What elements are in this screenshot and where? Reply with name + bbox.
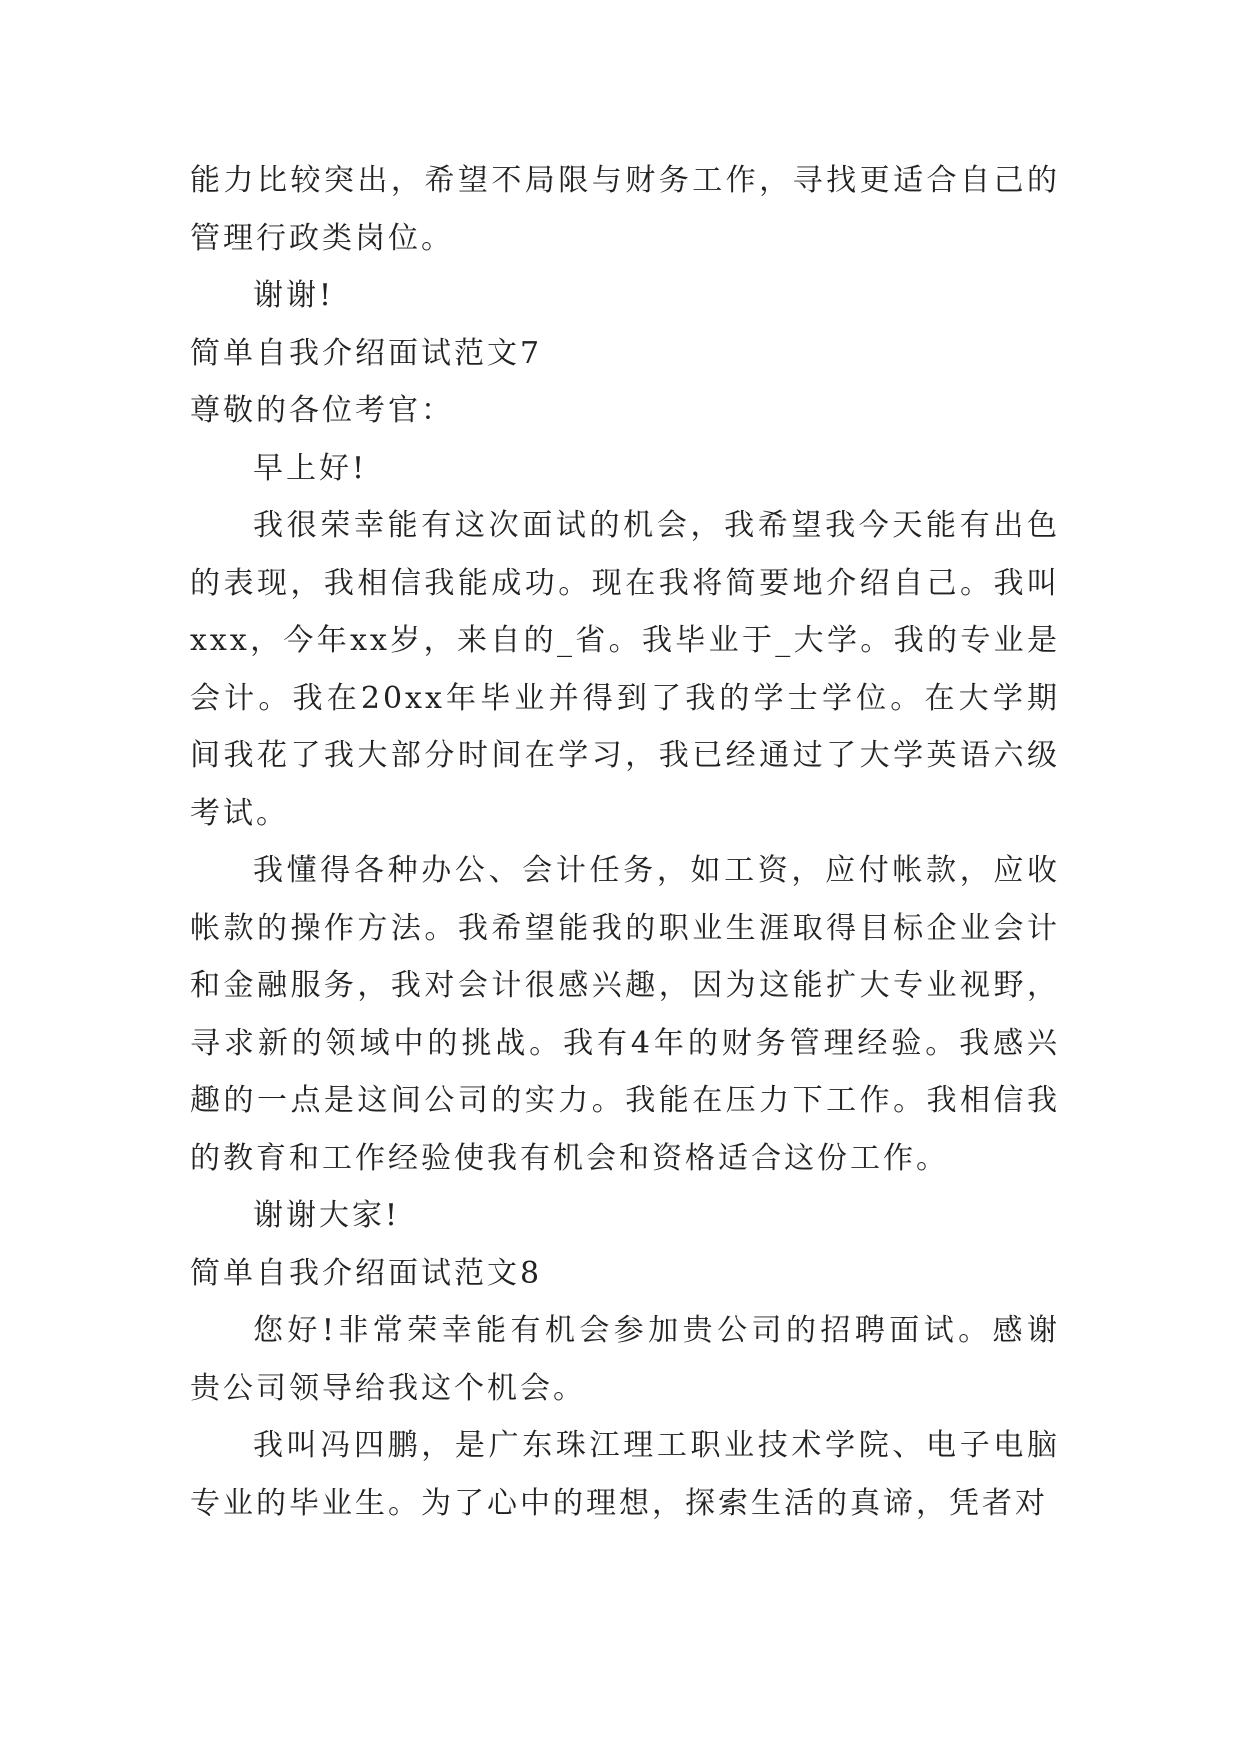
paragraph-skills: 我懂得各种办公、会计任务，如工资，应付帐款，应收帐款的操作方法。我希望能我的职业生涯取得目标企业会计和金融服务，我对会计很感兴趣，因为这能扩大专业视野，寻求新的领域中的挑战。我有4年的财务管理经验。我感兴趣的一点是这间公司的实力。我能在压力下工作。我相信我的教育和工作经验使我有机会和资格适合这份工作。 [190,853,1060,1176]
paragraph-greeting: 早上好! [253,450,368,486]
section-heading-7: 简单自我介绍面试范文7 [190,335,543,371]
paragraph-opening: 您好!非常荣幸能有机会参加贵公司的招聘面试。感谢贵公司领导给我这个机会。 [190,1313,1060,1406]
paragraph-thanks-all: 谢谢大家! [253,1198,401,1233]
paragraph-career-goal: 能力比较突出，希望不局限与财务工作，寻找更适合自己的管理行政类岗位。 [190,163,1060,256]
paragraph-salutation: 尊敬的各位考官： [190,393,454,428]
document-body [190,152,1060,1532]
paragraph-introduction: 我很荣幸能有这次面试的机会，我希望我今天能有出色的表现，我相信我能成功。现在我将简要地介绍自己。我叫xxx，今年xx岁，来自的_省。我毕业于_大学。我的专业是会计。我在20xx年毕业并得到了我的学士学位。在大学期间我花了我大部分时间在学习，我已经通过了大学英语六级考试。 [190,508,1060,831]
paragraph-thanks: 谢谢! [253,278,335,313]
paragraph-self-intro: 我叫冯四鹏，是广东珠江理工职业技术学院、电子电脑专业的毕业生。为了心中的理想，探索生活的真谛，凭者对 [190,1428,1060,1521]
section-heading-8: 简单自我介绍面试范文8 [190,1255,543,1291]
